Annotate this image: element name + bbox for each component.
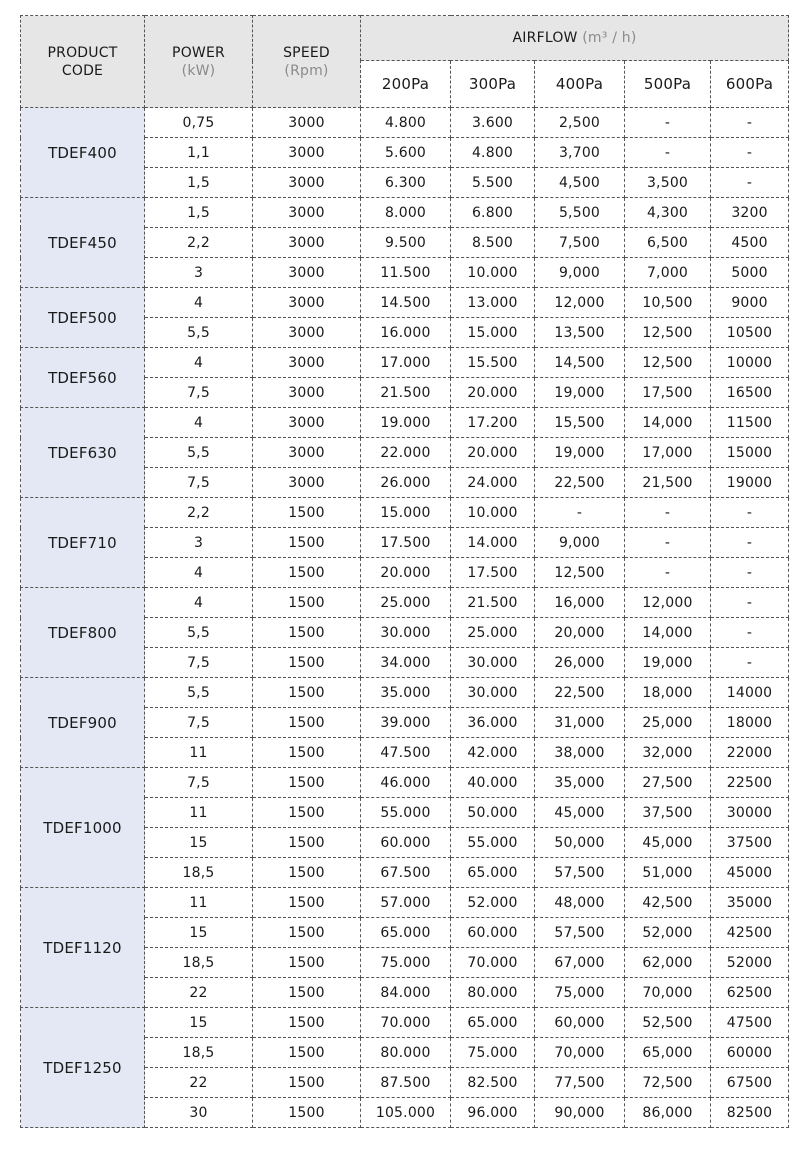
table-cell: 14.500	[361, 288, 451, 318]
table-cell: 3000	[253, 138, 361, 168]
table-cell: 70,000	[625, 978, 711, 1008]
table-cell: 60.000	[361, 828, 451, 858]
table-cell: 16500	[711, 378, 789, 408]
table-cell: -	[711, 648, 789, 678]
table-row	[21, 408, 789, 438]
airflow-header-label: AIRFLOW	[512, 30, 578, 46]
table-cell: 22,500	[535, 468, 625, 498]
table-cell: 11	[145, 798, 253, 828]
product-code-cell: TDEF450	[21, 198, 145, 288]
table-cell: 52,500	[625, 1008, 711, 1038]
table-cell: 11500	[711, 408, 789, 438]
table-cell: 4	[145, 288, 253, 318]
table-cell: 7,5	[145, 768, 253, 798]
table-cell: 3200	[711, 198, 789, 228]
table-cell: 20.000	[451, 438, 535, 468]
table-cell: 5,500	[535, 198, 625, 228]
table-cell: 30	[145, 1098, 253, 1128]
table-cell: 17.200	[451, 408, 535, 438]
table-cell: 1,5	[145, 168, 253, 198]
table-cell: 10.000	[451, 498, 535, 528]
table-cell: -	[711, 528, 789, 558]
table-cell: 65.000	[451, 858, 535, 888]
table-cell: 22,500	[535, 678, 625, 708]
product-code-cell: TDEF1000	[21, 768, 145, 888]
table-cell: 65.000	[361, 918, 451, 948]
table-cell: 3000	[253, 198, 361, 228]
table-cell: 0,75	[145, 108, 253, 138]
speed-header	[253, 16, 361, 108]
table-cell: 15	[145, 918, 253, 948]
table-cell: 3000	[253, 348, 361, 378]
table-cell: 5.600	[361, 138, 451, 168]
table-cell: 46.000	[361, 768, 451, 798]
table-cell: 45,000	[625, 828, 711, 858]
table-cell: 37500	[711, 828, 789, 858]
table-cell: 55.000	[361, 798, 451, 828]
table-cell: 22.000	[361, 438, 451, 468]
table-cell: 5,5	[145, 438, 253, 468]
table-cell: 12,000	[535, 288, 625, 318]
table-cell: 22	[145, 978, 253, 1008]
table-row	[21, 348, 789, 378]
product-code-cell: TDEF630	[21, 408, 145, 498]
table-cell: 1500	[253, 918, 361, 948]
table-body	[21, 108, 789, 1128]
table-cell: 25,000	[625, 708, 711, 738]
table-cell: 3.600	[451, 108, 535, 138]
table-cell: 3	[145, 528, 253, 558]
table-cell: 5000	[711, 258, 789, 288]
table-cell: 5,5	[145, 618, 253, 648]
table-cell: 3000	[253, 258, 361, 288]
product-code-cell: TDEF800	[21, 588, 145, 678]
table-cell: 3,500	[625, 168, 711, 198]
table-cell: 13,500	[535, 318, 625, 348]
table-cell: 10500	[711, 318, 789, 348]
table-cell: 50.000	[451, 798, 535, 828]
product-code-header-line1: PRODUCT	[47, 44, 118, 61]
table-cell: 62,000	[625, 948, 711, 978]
table-cell: 11	[145, 738, 253, 768]
table-cell: 19,000	[535, 378, 625, 408]
table-cell: 35,000	[535, 768, 625, 798]
table-cell: 75.000	[361, 948, 451, 978]
table-cell: 12,500	[625, 318, 711, 348]
table-cell: 34.000	[361, 648, 451, 678]
table-cell: 1500	[253, 948, 361, 978]
table-cell: 52,000	[625, 918, 711, 948]
table-cell: 12,000	[625, 588, 711, 618]
table-cell: 48,000	[535, 888, 625, 918]
table-cell: 77,500	[535, 1068, 625, 1098]
table-cell: 14,000	[625, 408, 711, 438]
table-cell: -	[711, 138, 789, 168]
table-cell: 26,000	[535, 648, 625, 678]
table-cell: 18,5	[145, 1038, 253, 1068]
table-cell: 1500	[253, 648, 361, 678]
table-cell: 52000	[711, 948, 789, 978]
table-cell: 62500	[711, 978, 789, 1008]
table-cell: 38,000	[535, 738, 625, 768]
table-cell: 20,000	[535, 618, 625, 648]
table-cell: 21,500	[625, 468, 711, 498]
table-cell: 3000	[253, 468, 361, 498]
table-cell: 65.000	[451, 1008, 535, 1038]
table-cell: 17.000	[361, 348, 451, 378]
table-cell: 57,500	[535, 858, 625, 888]
table-cell: -	[711, 168, 789, 198]
table-row	[21, 108, 789, 138]
table-cell: 60000	[711, 1038, 789, 1068]
table-cell: 1500	[253, 558, 361, 588]
table-cell: 80.000	[361, 1038, 451, 1068]
table-row	[21, 288, 789, 318]
table-cell: 6.800	[451, 198, 535, 228]
table-cell: 3000	[253, 438, 361, 468]
table-cell: 67500	[711, 1068, 789, 1098]
table-cell: 30000	[711, 798, 789, 828]
table-cell: 7,5	[145, 708, 253, 738]
table-cell: -	[711, 498, 789, 528]
table-cell: 9,000	[535, 258, 625, 288]
table-cell: 82500	[711, 1098, 789, 1128]
table-cell: 6.300	[361, 168, 451, 198]
table-cell: 1500	[253, 738, 361, 768]
table-cell: 9.500	[361, 228, 451, 258]
table-cell: 47500	[711, 1008, 789, 1038]
product-code-cell: TDEF900	[21, 678, 145, 768]
table-cell: 1,1	[145, 138, 253, 168]
table-cell: 82.500	[451, 1068, 535, 1098]
speed-header-unit: (Rpm)	[284, 62, 329, 79]
table-cell: 17,000	[625, 438, 711, 468]
table-cell: 3000	[253, 168, 361, 198]
table-cell: 47.500	[361, 738, 451, 768]
table-cell: 45000	[711, 858, 789, 888]
table-cell: 52.000	[451, 888, 535, 918]
table-cell: 11	[145, 888, 253, 918]
table-cell: 105.000	[361, 1098, 451, 1128]
table-cell: 5,5	[145, 318, 253, 348]
table-cell: 21.500	[451, 588, 535, 618]
table-cell: 30.000	[361, 618, 451, 648]
table-cell: 15,500	[535, 408, 625, 438]
table-cell: -	[535, 498, 625, 528]
table-cell: 30.000	[451, 648, 535, 678]
table-cell: 4,300	[625, 198, 711, 228]
table-cell: 1500	[253, 1068, 361, 1098]
pressure-header-cell: 600Pa	[711, 61, 789, 108]
airflow-header-unit: (m³ / h)	[582, 30, 637, 46]
table-cell: 9000	[711, 288, 789, 318]
speed-header-label: SPEED	[283, 44, 330, 61]
table-cell: 4.800	[361, 108, 451, 138]
table-cell: 16.000	[361, 318, 451, 348]
table-cell: 1,5	[145, 198, 253, 228]
table-cell: 7,5	[145, 378, 253, 408]
table-cell: 4,500	[535, 168, 625, 198]
table-cell: 22000	[711, 738, 789, 768]
table-cell: 10000	[711, 348, 789, 378]
table-cell: 75,000	[535, 978, 625, 1008]
power-header	[145, 16, 253, 108]
table-cell: 3	[145, 258, 253, 288]
pressure-header-cell: 500Pa	[625, 61, 711, 108]
table-header	[21, 16, 789, 108]
table-cell: 11.500	[361, 258, 451, 288]
table-cell: 19.000	[361, 408, 451, 438]
table-cell: 75.000	[451, 1038, 535, 1068]
table-row	[21, 888, 789, 918]
table-cell: 1500	[253, 828, 361, 858]
table-cell: 7,5	[145, 468, 253, 498]
table-cell: 55.000	[451, 828, 535, 858]
table-cell: 3,700	[535, 138, 625, 168]
table-cell: 5,5	[145, 678, 253, 708]
table-cell: 72,500	[625, 1068, 711, 1098]
table-cell: 2,500	[535, 108, 625, 138]
table-cell: 18,5	[145, 948, 253, 978]
table-cell: 7,500	[535, 228, 625, 258]
table-cell: -	[711, 108, 789, 138]
table-cell: 35.000	[361, 678, 451, 708]
table-cell: 1500	[253, 1098, 361, 1128]
spec-table-container	[20, 15, 788, 1128]
table-cell: 65,000	[625, 1038, 711, 1068]
table-cell: 1500	[253, 618, 361, 648]
table-cell: 20.000	[361, 558, 451, 588]
table-cell: 70.000	[451, 948, 535, 978]
table-cell: -	[625, 138, 711, 168]
table-cell: 1500	[253, 798, 361, 828]
power-header-unit: (kW)	[181, 62, 216, 79]
table-cell: 27,500	[625, 768, 711, 798]
product-code-cell: TDEF500	[21, 288, 145, 348]
table-cell: 16,000	[535, 588, 625, 618]
table-cell: 57.000	[361, 888, 451, 918]
product-code-cell: TDEF400	[21, 108, 145, 198]
table-cell: 6,500	[625, 228, 711, 258]
table-cell: 24.000	[451, 468, 535, 498]
table-cell: 2,2	[145, 228, 253, 258]
pressure-header-cell: 400Pa	[535, 61, 625, 108]
table-cell: 14,500	[535, 348, 625, 378]
table-row	[21, 498, 789, 528]
product-code-cell: TDEF1120	[21, 888, 145, 1008]
table-cell: 1500	[253, 1038, 361, 1068]
pressure-header-cell: 300Pa	[451, 61, 535, 108]
table-cell: 5.500	[451, 168, 535, 198]
table-cell: 15000	[711, 438, 789, 468]
table-row	[21, 588, 789, 618]
table-cell: 15	[145, 1008, 253, 1038]
product-code-cell: TDEF710	[21, 498, 145, 588]
table-cell: 30.000	[451, 678, 535, 708]
table-cell: 1500	[253, 978, 361, 1008]
table-cell: 35000	[711, 888, 789, 918]
table-cell: 4500	[711, 228, 789, 258]
table-cell: 86,000	[625, 1098, 711, 1128]
table-cell: 26.000	[361, 468, 451, 498]
table-cell: 21.500	[361, 378, 451, 408]
table-row	[21, 768, 789, 798]
table-cell: 67,000	[535, 948, 625, 978]
table-cell: 1500	[253, 888, 361, 918]
table-cell: 36.000	[451, 708, 535, 738]
table-cell: 4	[145, 348, 253, 378]
table-cell: -	[711, 588, 789, 618]
table-cell: 15	[145, 828, 253, 858]
table-cell: 20.000	[451, 378, 535, 408]
table-row	[21, 1008, 789, 1038]
table-cell: 51,000	[625, 858, 711, 888]
table-cell: 15.500	[451, 348, 535, 378]
table-cell: 42500	[711, 918, 789, 948]
table-cell: 60,000	[535, 1008, 625, 1038]
table-cell: -	[711, 618, 789, 648]
table-cell: 3000	[253, 408, 361, 438]
table-cell: 19000	[711, 468, 789, 498]
power-header-label: POWER	[172, 44, 225, 61]
table-cell: -	[625, 528, 711, 558]
table-cell: 50,000	[535, 828, 625, 858]
table-cell: 25.000	[451, 618, 535, 648]
table-cell: 1500	[253, 528, 361, 558]
table-cell: 7,5	[145, 648, 253, 678]
table-cell: 17.500	[451, 558, 535, 588]
table-cell: 15.000	[451, 318, 535, 348]
table-cell: 31,000	[535, 708, 625, 738]
table-cell: -	[711, 558, 789, 588]
table-cell: 12,500	[535, 558, 625, 588]
table-cell: -	[625, 498, 711, 528]
table-cell: 84.000	[361, 978, 451, 1008]
table-cell: 1500	[253, 588, 361, 618]
table-row	[21, 678, 789, 708]
table-cell: 14000	[711, 678, 789, 708]
table-cell: 42,500	[625, 888, 711, 918]
table-cell: 8.000	[361, 198, 451, 228]
table-cell: 10.000	[451, 258, 535, 288]
table-cell: 18000	[711, 708, 789, 738]
table-row	[21, 198, 789, 228]
table-cell: 18,5	[145, 858, 253, 888]
table-cell: 1500	[253, 678, 361, 708]
table-cell: 15.000	[361, 498, 451, 528]
product-code-cell: TDEF1250	[21, 1008, 145, 1128]
table-cell: 4	[145, 558, 253, 588]
table-cell: 9,000	[535, 528, 625, 558]
table-cell: 96.000	[451, 1098, 535, 1128]
table-cell: 14.000	[451, 528, 535, 558]
table-cell: 10,500	[625, 288, 711, 318]
table-cell: 17.500	[361, 528, 451, 558]
product-code-header	[21, 16, 145, 108]
table-cell: 57,500	[535, 918, 625, 948]
table-cell: 14,000	[625, 618, 711, 648]
table-cell: 4.800	[451, 138, 535, 168]
table-cell: 80.000	[451, 978, 535, 1008]
table-cell: 22	[145, 1068, 253, 1098]
table-cell: 67.500	[361, 858, 451, 888]
table-cell: -	[625, 558, 711, 588]
table-cell: 1500	[253, 768, 361, 798]
table-cell: 7,000	[625, 258, 711, 288]
table-cell: 87.500	[361, 1068, 451, 1098]
pressure-header-cell: 200Pa	[361, 61, 451, 108]
airflow-header	[361, 16, 789, 61]
table-cell: 45,000	[535, 798, 625, 828]
table-cell: 19,000	[535, 438, 625, 468]
table-cell: 1500	[253, 858, 361, 888]
table-cell: 90,000	[535, 1098, 625, 1128]
table-cell: 32,000	[625, 738, 711, 768]
table-cell: 4	[145, 408, 253, 438]
table-cell: 22500	[711, 768, 789, 798]
table-cell: 70,000	[535, 1038, 625, 1068]
table-cell: 3000	[253, 378, 361, 408]
table-cell: 3000	[253, 288, 361, 318]
product-code-cell: TDEF560	[21, 348, 145, 408]
table-cell: 3000	[253, 318, 361, 348]
table-cell: 1500	[253, 498, 361, 528]
fan-spec-table	[20, 15, 789, 1128]
table-cell: 1500	[253, 708, 361, 738]
table-cell: 17,500	[625, 378, 711, 408]
product-code-header-line2: CODE	[61, 62, 104, 79]
table-cell: 19,000	[625, 648, 711, 678]
table-cell: 42.000	[451, 738, 535, 768]
table-cell: 25.000	[361, 588, 451, 618]
table-cell: 40.000	[451, 768, 535, 798]
table-cell: -	[625, 108, 711, 138]
table-cell: 3000	[253, 228, 361, 258]
table-cell: 70.000	[361, 1008, 451, 1038]
table-cell: 2,2	[145, 498, 253, 528]
table-cell: 3000	[253, 108, 361, 138]
table-cell: 12,500	[625, 348, 711, 378]
table-cell: 18,000	[625, 678, 711, 708]
table-cell: 60.000	[451, 918, 535, 948]
table-cell: 37,500	[625, 798, 711, 828]
table-cell: 39.000	[361, 708, 451, 738]
table-cell: 1500	[253, 1008, 361, 1038]
table-cell: 4	[145, 588, 253, 618]
table-cell: 13.000	[451, 288, 535, 318]
table-cell: 8.500	[451, 228, 535, 258]
